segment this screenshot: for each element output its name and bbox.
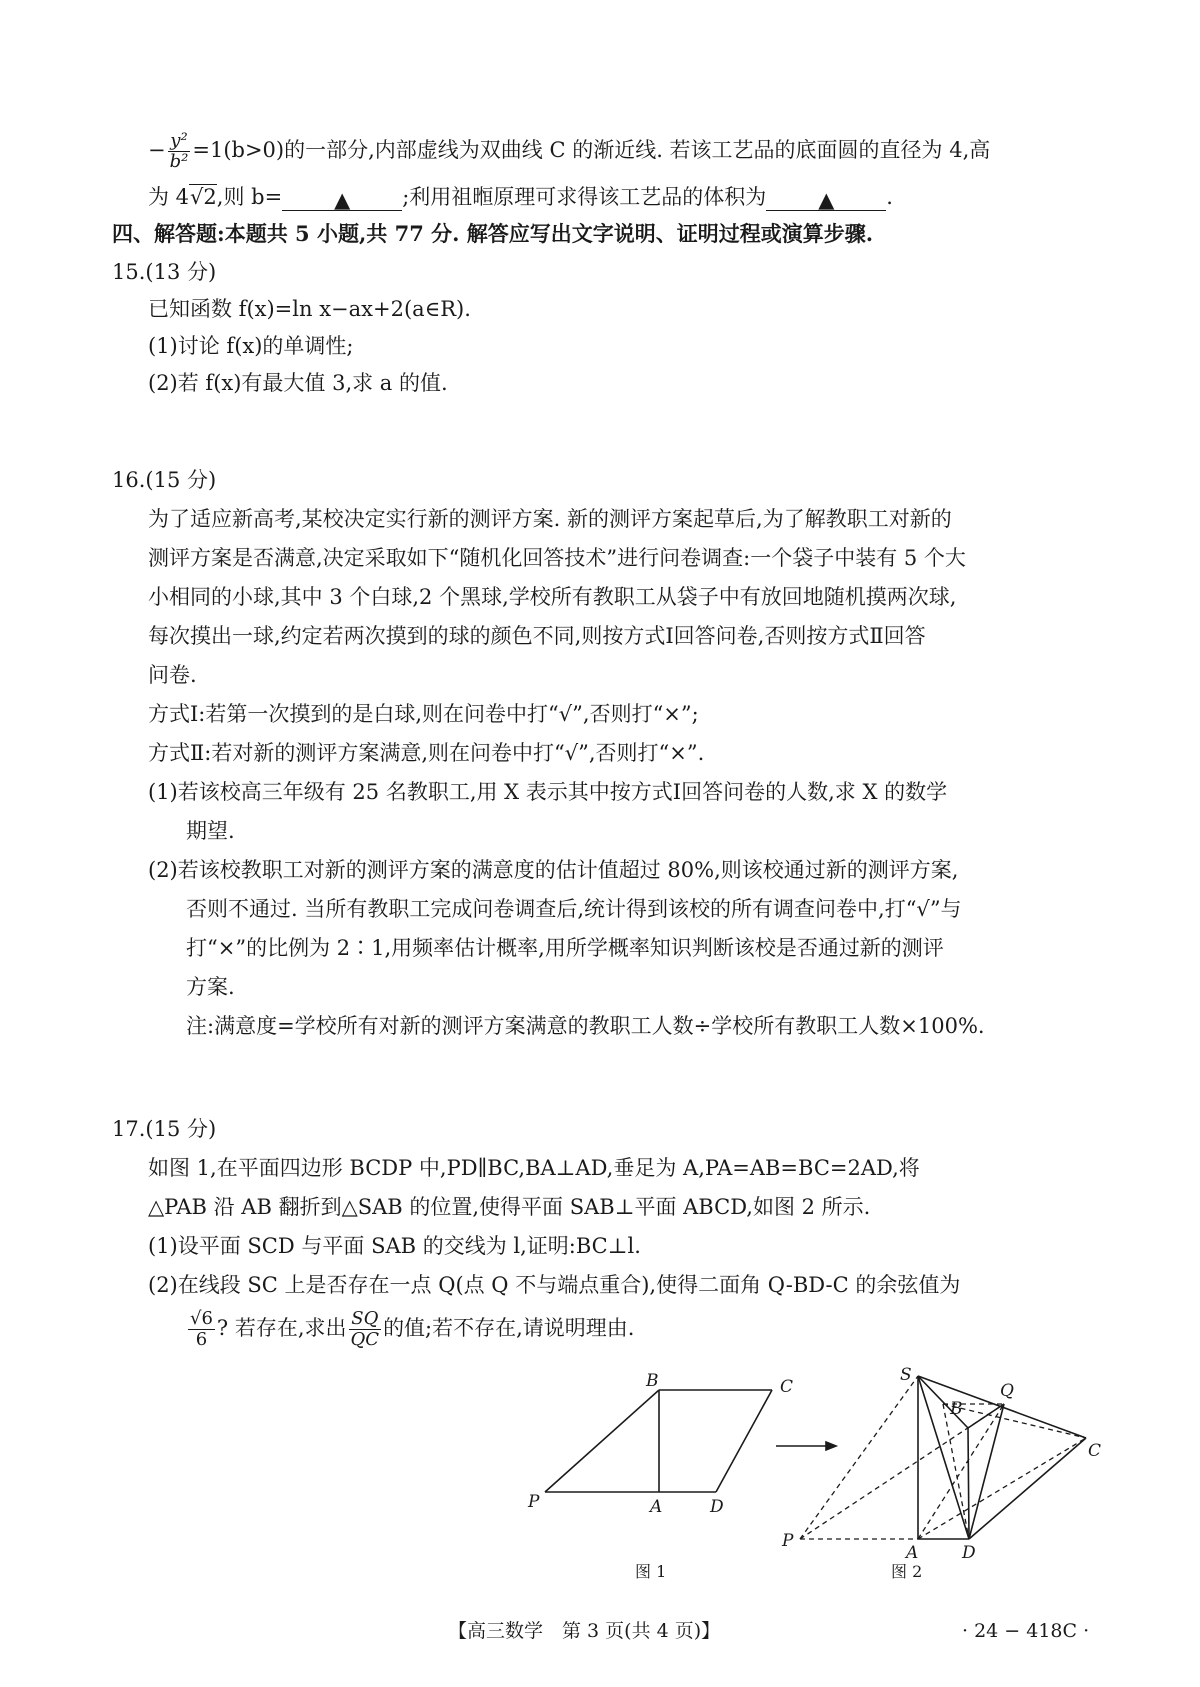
fig1-label-d: D	[710, 1497, 724, 1517]
q16-line12: 打“×”的比例为 2∶1,用频率估计概率,用所学概率知识判断该校是否通过新的测评	[186, 936, 944, 960]
triangle-mark-icon: ▲	[818, 188, 835, 212]
sqrt-2: √2	[190, 185, 217, 209]
fig2-label-c: C	[1088, 1441, 1102, 1461]
fig2-label-q: Q	[1000, 1381, 1014, 1401]
q17-line3: (1)设平面 SCD 与平面 SAB 的交线为 l,证明:BC⊥l.	[148, 1234, 641, 1258]
minus-sign: −	[148, 138, 166, 162]
q16-line8: (1)若该校高三年级有 25 名教职工,用 X 表示其中按方式Ⅰ回答问卷的人数,求 X 的数学	[148, 780, 948, 804]
section-heading: 四、解答题:本题共 5 小题,共 77 分. 解答应写出文字说明、证明过程或演算步骤.	[112, 221, 874, 246]
footer-code: · 24 − 418C ·	[962, 1620, 1090, 1642]
q15-line3: (2)若 f(x)有最大值 3,求 a 的值.	[148, 371, 448, 395]
q16-line2: 测评方案是否满意,决定采取如下“随机化回答技术”进行问卷调查:一个袋子中装有 5 个大	[148, 546, 966, 570]
p14-l2c: ;利用祖暅原理可求得该工艺品的体积为	[402, 185, 767, 209]
q16-note: 注:满意度=学校所有对新的测评方案满意的教职工人数÷学校所有教职工人数×100%.	[186, 1014, 985, 1038]
frac-den: QC	[350, 1329, 380, 1350]
q15-line2: (1)讨论 f(x)的单调性;	[148, 334, 354, 358]
frac-num: √6	[190, 1308, 213, 1329]
footer-page-info: 【高三数学 第 3 页(共 4 页)】	[448, 1620, 721, 1642]
fig1-label-c: C	[780, 1377, 794, 1397]
q17-line2: △PAB 沿 AB 翻折到△SAB 的位置,使得平面 SAB⊥平面 ABCD,如图 2 所示.	[148, 1195, 871, 1219]
q17-l5b: 的值;若不存在,请说明理由.	[383, 1316, 635, 1340]
fig1-label-p: P	[528, 1492, 540, 1512]
q16-line6: 方式Ⅰ:若第一次摸到的是白球,则在问卷中打“√”,否则打“×”;	[148, 702, 699, 726]
q16-line4: 每次摸出一球,约定若两次摸到的球的颜色不同,则按方式Ⅰ回答问卷,否则按方式Ⅱ回答	[148, 624, 926, 648]
fig2-caption: 图 2	[891, 1562, 923, 1581]
figure-captions	[635, 1562, 922, 1581]
fig2-label-b: B	[950, 1399, 963, 1419]
fig2-label-s: S	[900, 1365, 912, 1385]
fig2-label-d: D	[962, 1543, 976, 1563]
q16-line1: 为了适应新高考,某校决定实行新的测评方案. 新的测评方案起草后,为了解教职工对新的	[148, 507, 952, 531]
p14-l2a: 为 4	[148, 185, 190, 209]
triangle-mark-icon: ▲	[334, 188, 351, 212]
q16-line10: (2)若该校教职工对新的测评方案的满意度的估计值超过 80%,则该校通过新的测评方案,	[148, 858, 959, 882]
q17-line4: (2)在线段 SC 上是否存在一点 Q(点 Q 不与端点重合),使得二面角 Q-BD-C 的余弦值为	[148, 1273, 961, 1297]
arrow-icon	[776, 1442, 836, 1450]
q16-line9: 期望.	[186, 819, 235, 843]
q16-line3: 小相同的小球,其中 3 个白球,2 个黑球,学校所有教职工从袋子中有放回地随机摸两次球,	[148, 585, 957, 609]
p14-l2b: ,则 b=	[216, 185, 283, 209]
q17-head: 17.(15 分)	[112, 1117, 217, 1141]
figure-1-labels	[527, 1371, 793, 1517]
q15-head: 15.(13 分)	[112, 260, 217, 284]
frac-num: SQ	[349, 1309, 382, 1330]
fig1-caption: 图 1	[635, 1562, 667, 1581]
q17-line1: 如图 1,在平面四边形 BCDP 中,PD∥BC,BA⊥AD,垂足为 A,PA=AB=BC=2AD,将	[148, 1156, 920, 1180]
fig1-label-a: A	[650, 1497, 663, 1517]
p14-line1-text: =1(b>0)的一部分,内部虚线为双曲线 C 的渐近线. 若该工艺品的底面圆的直径为 4,高	[192, 138, 991, 162]
frac-den: b²	[169, 151, 189, 172]
q16-line5: 问卷.	[148, 663, 197, 687]
q17-l5a: ? 若存在,求出	[216, 1316, 347, 1340]
fig2-label-a: A	[906, 1543, 919, 1563]
q16-line11: 否则不通过. 当所有教职工完成问卷调查后,统计得到该校的所有调查问卷中,打“√”与	[186, 897, 962, 921]
fig2-label-p: P	[782, 1531, 794, 1551]
q16-head: 16.(15 分)	[112, 468, 217, 492]
frac-num: y²	[168, 131, 191, 152]
frac-den: 6	[195, 1329, 208, 1350]
figure-1	[545, 1390, 772, 1492]
q15-line1: 已知函数 f(x)=ln x−ax+2(a∈R).	[148, 297, 471, 321]
p14-l2-end: .	[886, 185, 893, 209]
q16-line7: 方式Ⅱ:若对新的测评方案满意,则在问卷中打“√”,否则打“×”.	[148, 741, 705, 765]
fig1-label-b: B	[646, 1371, 659, 1391]
q16-line13: 方案.	[186, 975, 235, 999]
figure-2-labels	[781, 1365, 1101, 1563]
